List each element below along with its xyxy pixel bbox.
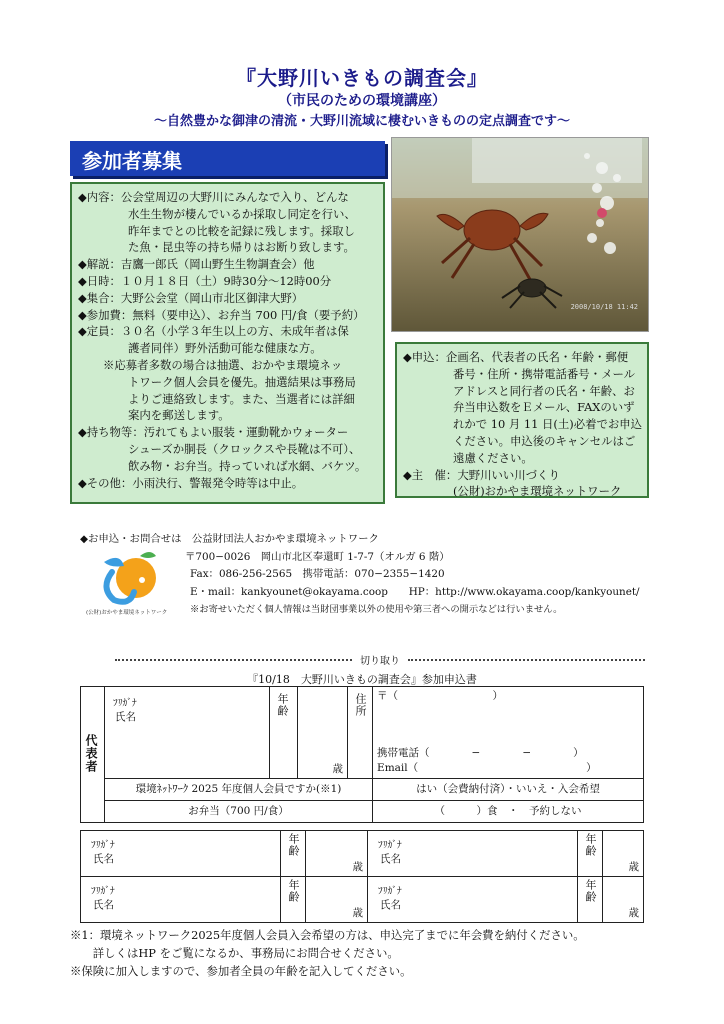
companion-1-age-label-cell xyxy=(281,831,306,877)
page-subtitle: （市民のための環境講座） xyxy=(278,93,446,109)
apply-line-4: 弁当申込数をＥメール、FAXのいず xyxy=(453,400,635,415)
application-box xyxy=(395,342,649,498)
contact-block xyxy=(80,531,640,619)
companion-1-age-cell[interactable] xyxy=(306,831,368,877)
companion-1-name-cell[interactable] xyxy=(81,831,281,877)
datetime-line: ◆日時：１０月１８日（土）9時30分〜12時00分 xyxy=(78,273,332,288)
apply-line-7: 遠慮ください。 xyxy=(453,450,533,465)
rep-furigana-label: ﾌﾘｶﾞﾅ xyxy=(113,698,137,709)
content-line-3: 昨年までとの比較を記録に残します。採取し xyxy=(128,223,355,238)
companion-2-name-label: 氏名 xyxy=(380,853,401,865)
page-tagline: 〜自然豊かな御津の清流・大野川流域に棲むいきものの定点調査です〜 xyxy=(153,114,570,129)
companion-4-name-label: 氏名 xyxy=(380,899,401,911)
crab-photo xyxy=(391,137,649,332)
cut-dots-left xyxy=(115,659,352,661)
apply-line-3: アドレスと同行者の氏名・年齢、お xyxy=(453,383,635,398)
apply-line-1: ◆申込：企画名、代表者の氏名・年齢・郵便 xyxy=(403,350,629,364)
companion-2-age-unit: 歳 xyxy=(628,861,639,873)
content-line-2: 水生生物が棲んでいるか採取し同定を行い、 xyxy=(128,206,356,221)
organizer-line-2: (公財)おかやま環境ネットワーク xyxy=(453,484,622,499)
companion-3-furigana: ﾌﾘｶﾞﾅ xyxy=(91,886,115,897)
companion-3-name-cell[interactable] xyxy=(81,877,281,923)
footnote-2: 詳しくはHP をご覧になるか、事務局にお問合せください。 xyxy=(70,946,399,960)
companion-2-furigana: ﾌﾘｶﾞﾅ xyxy=(378,840,402,851)
lottery-line-2: トワーク個人会員を優先。抽選結果は事務局 xyxy=(128,374,356,389)
companion-1-age-unit: 歳 xyxy=(352,861,363,873)
footnotes xyxy=(70,926,585,980)
companion-1-name-label: 氏名 xyxy=(93,853,114,865)
apply-line-6: ください。申込後のキャンセルはご xyxy=(453,433,636,448)
companion-1-furigana: ﾌﾘｶﾞﾅ xyxy=(91,840,115,851)
rep-age-cell[interactable] xyxy=(298,687,348,779)
apply-line-2: 番号・住所・携帯電話番号・メール xyxy=(453,366,636,381)
companion-3-age-cell[interactable] xyxy=(306,877,368,923)
companion-4-age-label: 年齢 xyxy=(584,879,597,903)
companion-2-age-label: 年齢 xyxy=(584,833,597,857)
content-line-1: ◆内容：公会堂周辺の大野川にみんなで入り、どんな xyxy=(78,190,349,204)
representative-label: 代表者 xyxy=(84,733,98,773)
mobile-field[interactable]: 携帯電話（ − − ） xyxy=(377,747,584,759)
belongings-line-3: 飲み物・お弁当。持っていれば水網、バケツ。 xyxy=(128,458,367,473)
meeting-line: ◆集合：大野公会堂（岡山市北区御津大野） xyxy=(78,290,304,305)
email-field[interactable]: Email（ ） xyxy=(377,762,597,774)
page-title: 『大野川いきもの調査会』 xyxy=(236,66,488,90)
representative-table xyxy=(80,686,644,823)
companion-3-name-label: 氏名 xyxy=(93,899,114,911)
membership-answer[interactable]: はい（会費納付済）・いいえ・入会希望 xyxy=(373,779,644,801)
companion-1-age-label: 年齢 xyxy=(287,833,300,857)
companion-2-name-cell[interactable] xyxy=(368,831,578,877)
lottery-line-1: ※応募者多数の場合は抽選、おかやま環境ネッ xyxy=(103,357,343,372)
lottery-line-4: 案内を郵送します。 xyxy=(128,408,230,423)
apply-line-5: れかで 10 月 11 日(土)必着でお申込 xyxy=(453,417,643,432)
recruitment-banner: 参加者募集 xyxy=(70,141,385,176)
rep-name-label: 氏名 xyxy=(115,711,136,723)
photo-timestamp: 2008/10/18 11:42 xyxy=(570,303,638,311)
companion-3-age-label-cell xyxy=(281,877,306,923)
commentary-line: ◆解説：吉鷹一郎氏（岡山野生生物調査会）他 xyxy=(78,257,315,272)
companions-table xyxy=(80,830,644,923)
rep-name-cell[interactable] xyxy=(105,687,270,779)
contact-heading: ◆お申込・お問合せは 公益財団法人おかやま環境ネットワーク xyxy=(80,533,379,545)
event-details-box xyxy=(70,182,385,504)
footnote-3: ※保険に加入しますので、参加者全員の年齢を記入してください。 xyxy=(70,964,412,978)
cut-line xyxy=(115,652,645,667)
other-line: ◆その他：小雨決行、警報発令時等は中止。 xyxy=(78,475,304,490)
rep-age-unit: 歳 xyxy=(332,763,343,775)
rep-address-cell[interactable] xyxy=(373,687,644,779)
organizer-line: ◆主 催：大野川いい川づくり xyxy=(403,467,560,482)
fee-line: ◆参加費：無料（要申込）、お弁当 700 円/食（要予約） xyxy=(78,307,365,322)
contact-email[interactable]: E・mail：kankyounet@okayama.coop HP：http://www.okayama.coop/kankyounet/ xyxy=(190,585,640,598)
representative-label-cell xyxy=(81,687,105,823)
companion-4-age-cell[interactable] xyxy=(603,877,644,923)
logo-caption: (公財)おかやま環境ネットワーク xyxy=(86,610,168,616)
contact-phone: Fax：086-256-2565 携帯電話：070−2355−1420 xyxy=(190,568,445,580)
bento-question: お弁当（700 円/食） xyxy=(105,801,373,823)
content-line-4: た魚・昆虫等の持ち帰りはお断り致します。 xyxy=(128,240,355,255)
belongings-line-2: シューズか胴長（クロックスや長靴は不可）、 xyxy=(128,441,361,456)
companion-2-age-cell[interactable] xyxy=(603,831,644,877)
membership-question: 環境ﾈｯﾄﾜｰｸ 2025 年度個人会員ですか(※1) xyxy=(105,779,373,801)
companion-3-age-unit: 歳 xyxy=(352,907,363,919)
companion-2-age-label-cell xyxy=(578,831,603,877)
rep-address-label-cell xyxy=(348,687,373,779)
rep-age-label: 年齢 xyxy=(276,693,289,717)
capacity-line-1: ◆定員：３０名（小学３年生以上の方、未成年者は保 xyxy=(78,324,349,339)
cut-dots-right xyxy=(408,659,645,661)
form-title: 『10/18 大野川いきもの調査会』参加申込書 xyxy=(247,673,477,686)
companion-3-age-label: 年齢 xyxy=(287,879,300,903)
companion-4-age-unit: 歳 xyxy=(628,907,639,919)
bento-answer[interactable]: （ ）食 ・ 予約しない xyxy=(373,801,644,823)
rep-address-label: 住所 xyxy=(354,693,367,717)
belongings-line-1: ◆持ち物等：汚れてもよい服装・運動靴かウォーター xyxy=(78,425,349,440)
footnote-1: ※1：環境ネットワーク2025年度個人会員入会希望の方は、申込完了までに年会費を納付ください。 xyxy=(70,928,585,942)
companion-4-name-cell[interactable] xyxy=(368,877,578,923)
postal-field[interactable]: 〒（ ） xyxy=(377,690,504,702)
privacy-note: ※お寄せいただく個人情報は当財団事業以外の使用や第三者への開示などは行いません。 xyxy=(190,604,563,615)
rep-age-label-cell xyxy=(270,687,298,779)
capacity-line-2: 護者同伴）野外活動可能な健康な方。 xyxy=(128,341,322,356)
contact-address: 〒700−0026 岡山市北区奉還町 1-7-7（オルガ 6 階） xyxy=(185,550,450,563)
companion-4-furigana: ﾌﾘｶﾞﾅ xyxy=(378,886,402,897)
lottery-line-3: よりご連絡致します。また、当選者には詳細 xyxy=(128,391,355,406)
companion-4-age-label-cell xyxy=(578,877,603,923)
cut-label: 切り取り xyxy=(360,656,400,667)
